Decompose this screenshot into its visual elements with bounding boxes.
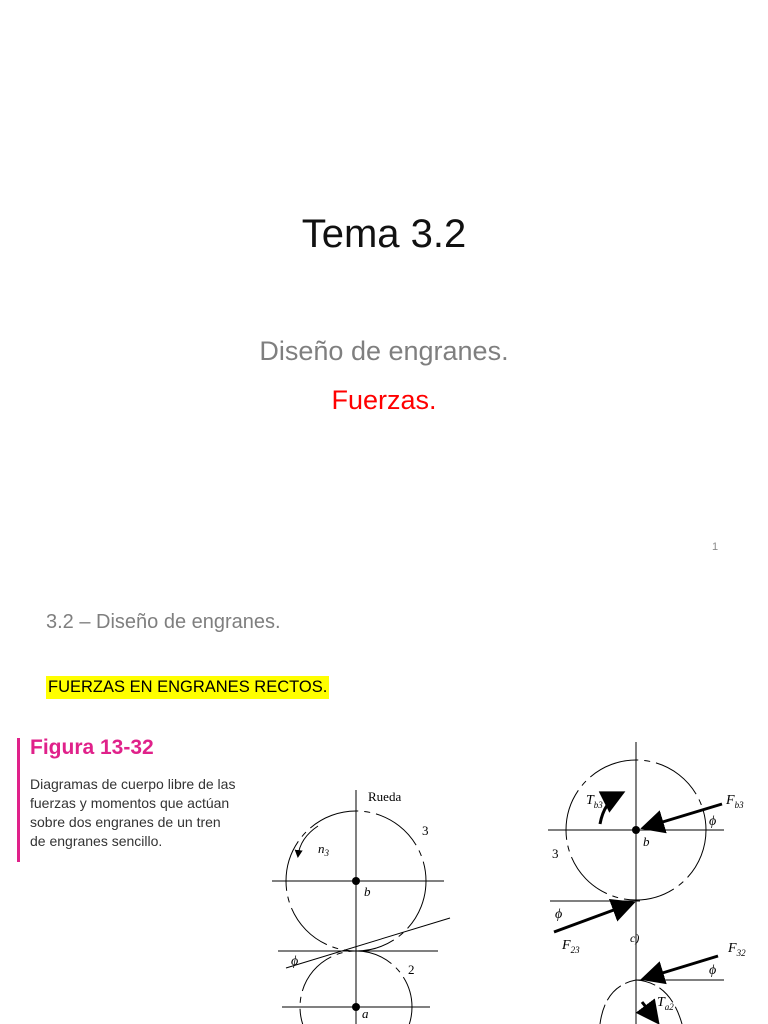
label-phi-left: ϕ bbox=[291, 954, 299, 969]
center-b-dot bbox=[352, 877, 360, 885]
torque-ta2-arrow bbox=[642, 1002, 656, 1020]
label-f23: $F_{23}$ bbox=[562, 938, 580, 955]
slide-subtitle-red: Fuerzas. bbox=[331, 385, 437, 415]
label-n3: $n_3$ bbox=[318, 841, 329, 858]
center-a-dot bbox=[352, 1003, 360, 1011]
label-ta2: $T_{a2}$ bbox=[657, 995, 674, 1012]
label-fb3: $F_{b3}$ bbox=[726, 793, 744, 810]
gear-2-partial-circle bbox=[600, 980, 636, 1024]
label-a: a bbox=[362, 1006, 369, 1021]
highlighted-heading: FUERZAS EN ENGRANES RECTOS. bbox=[46, 676, 329, 699]
page-number: 1 bbox=[712, 541, 719, 553]
slide-title: Tema 3.2 bbox=[301, 212, 467, 256]
label-f32: $F_{32}$ bbox=[728, 941, 746, 958]
label-gear-2: 2 bbox=[408, 962, 415, 977]
fb-center-b-dot bbox=[632, 826, 640, 834]
label-rueda: Rueda bbox=[368, 789, 402, 804]
force-f23-arrow bbox=[554, 904, 630, 932]
gear-force-diagram bbox=[0, 576, 768, 1024]
free-body-diagram-c bbox=[548, 742, 724, 1024]
content-slide bbox=[0, 576, 768, 1024]
label-phi-fb3: ϕ bbox=[709, 814, 717, 829]
force-f32-arrow bbox=[646, 956, 718, 978]
label-phi-f32: ϕ bbox=[709, 963, 717, 978]
figure-caption: Diagramas de cuerpo libre de las fuerzas y momentos que actúan sobre dos engranes de un tren de engranes sencillo. bbox=[30, 776, 236, 849]
label-fb-3: 3 bbox=[552, 846, 559, 861]
label-tb3: $T_{b3}$ bbox=[586, 793, 603, 810]
torque-tb3-arrow bbox=[600, 794, 620, 824]
figure-title: Figura 13-32 bbox=[30, 736, 154, 759]
section-heading: 3.2 – Diseño de engranes. bbox=[46, 611, 281, 633]
rotation-arrow-n3 bbox=[298, 826, 318, 856]
label-gear-3: 3 bbox=[422, 823, 429, 838]
label-b: b bbox=[364, 884, 371, 899]
label-phi-f23: ϕ bbox=[555, 907, 563, 922]
line-of-action bbox=[286, 918, 450, 968]
label-c: c) bbox=[630, 931, 640, 945]
label-fb-b: b bbox=[643, 834, 650, 849]
slide-subtitle: Diseño de engranes. bbox=[259, 336, 509, 366]
